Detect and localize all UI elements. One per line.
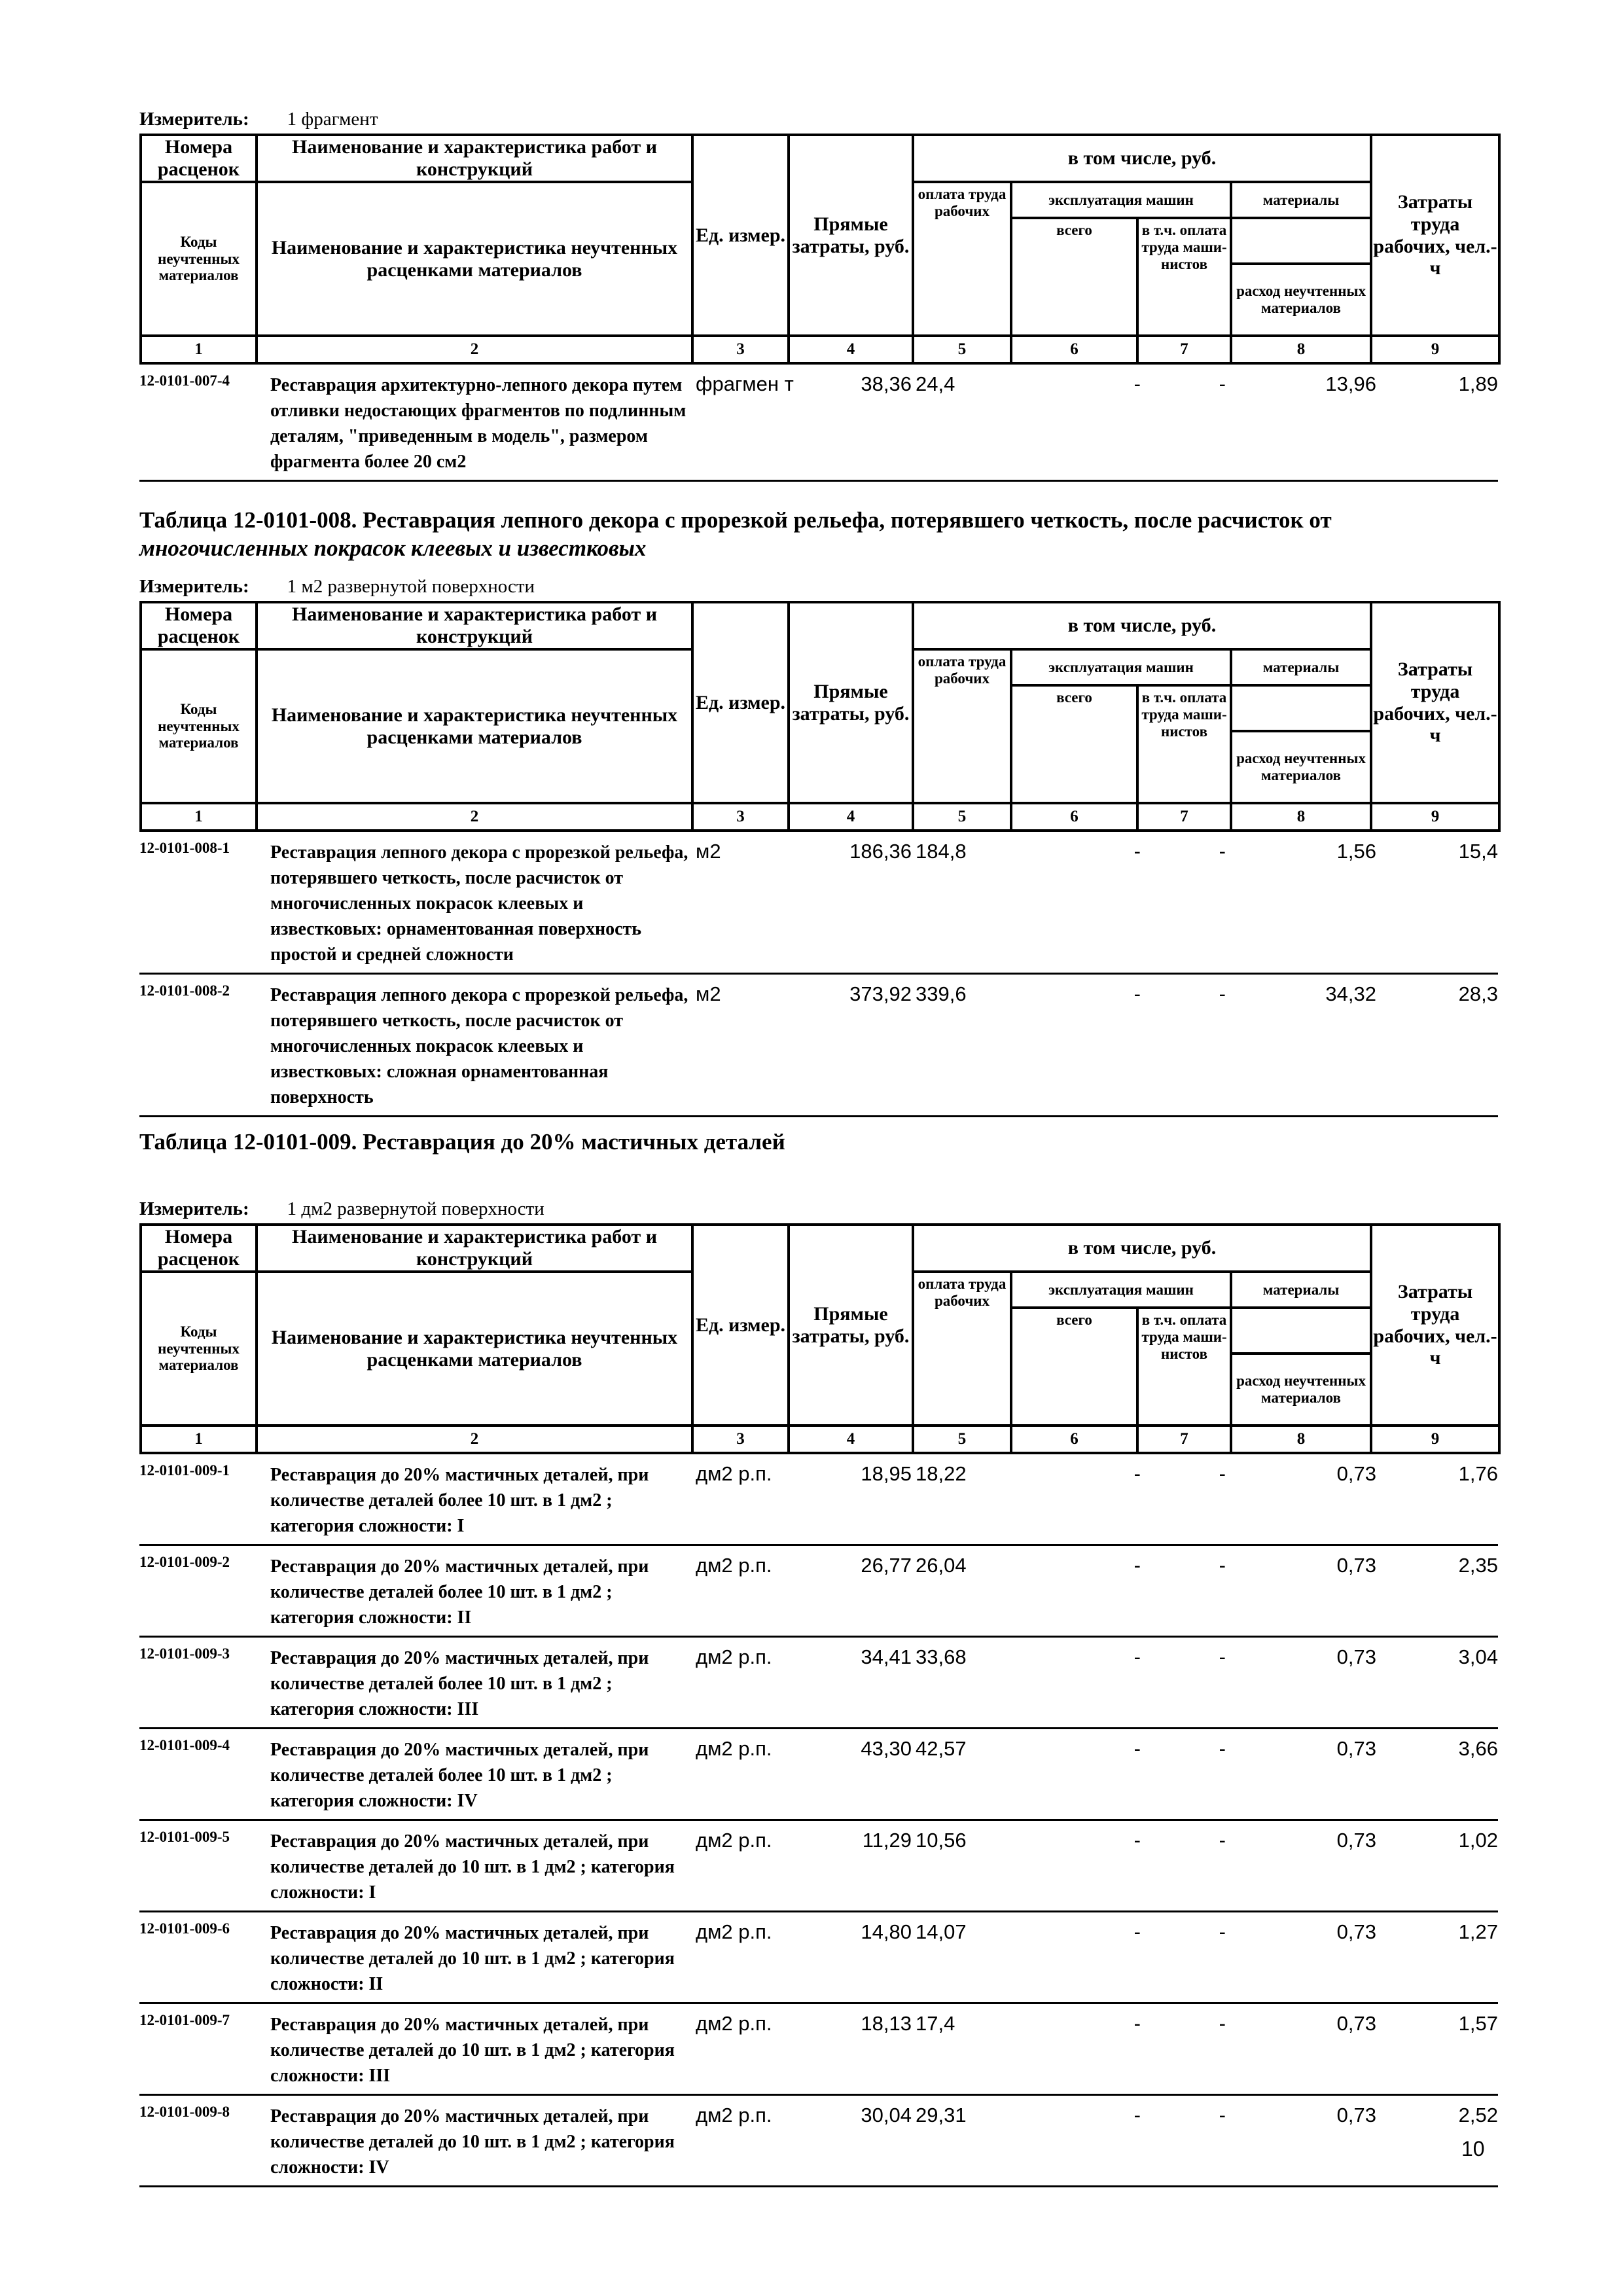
header-naimen: Наименование и характеристика работ и конструкций (257, 135, 692, 182)
header-materialy: материалы (1231, 649, 1371, 685)
column-number: 7 (1137, 336, 1231, 363)
machine-labor: - (1141, 365, 1226, 481)
labor-hours: 2,52 (1376, 2095, 1498, 2187)
unit: м2 (696, 832, 781, 974)
column-number: 1 (141, 803, 257, 831)
header-nomera: Номера расценок (141, 1225, 257, 1272)
column-number: 3 (692, 336, 789, 363)
machine-total: - (1016, 1637, 1141, 1729)
header-naimen: Наименование и характеристика работ и конструкций (257, 1225, 692, 1272)
block-12-0101-007 (139, 105, 1498, 482)
direct-costs: 18,95 (781, 1454, 912, 1545)
header-pryamye: Прямые затраты, руб. (789, 602, 913, 803)
izmeritel-line (139, 572, 1498, 601)
header-zatraty: Затраты труда рабочих, чел.-ч (1371, 135, 1499, 336)
direct-costs: 38,36 (781, 365, 912, 481)
izmeritel-label: Измеритель: (139, 576, 249, 597)
column-number: 8 (1231, 336, 1371, 363)
column-number: 2 (257, 336, 692, 363)
header-pryamye: Прямые затраты, руб. (789, 135, 913, 336)
header-ekspl: эксплуатация машин (1011, 182, 1231, 218)
machine-labor: - (1141, 974, 1226, 1117)
direct-costs: 18,13 (781, 2003, 912, 2095)
table-row (139, 365, 1498, 481)
machine-total: - (1016, 974, 1141, 1117)
column-number: 2 (257, 1426, 692, 1453)
header-vtch: в т.ч. оплата труда маши-нистов (1137, 1308, 1231, 1426)
work-name: Реставрация до 20% мастичных деталей, при количестве деталей более 10 шт. в 1 дм2 ; категория сложности: I (270, 1454, 696, 1545)
header-vtom: в том числе, руб. (913, 1225, 1371, 1272)
work-name: Реставрация до 20% мастичных деталей, при количестве деталей до 10 шт. в 1 дм2 ; категория сложности: III (270, 2003, 696, 2095)
machine-labor: - (1141, 1912, 1226, 2003)
header-vsego: всего (1011, 1308, 1137, 1426)
materials: 0,73 (1226, 2095, 1376, 2187)
machine-labor: - (1141, 1454, 1226, 1545)
header-nomera: Номера расценок (141, 135, 257, 182)
table-row (139, 1820, 1498, 1912)
header-ekspl: эксплуатация машин (1011, 1272, 1231, 1308)
rate-code: 12-0101-009-8 (139, 2095, 270, 2187)
rows-table (139, 1454, 1498, 2187)
machine-labor: - (1141, 1545, 1226, 1637)
unit: дм2 р.п. (696, 2095, 781, 2187)
header-naimen2: Наименование и характеристика неучтенных расценками материалов (257, 182, 692, 336)
table-header (139, 1223, 1498, 1454)
materials: 0,73 (1226, 1820, 1376, 1912)
table-row (139, 1545, 1498, 1637)
column-number: 9 (1371, 803, 1499, 831)
column-number: 9 (1371, 1426, 1499, 1453)
rate-code: 12-0101-009-5 (139, 1820, 270, 1912)
header-materialy: материалы (1231, 1272, 1371, 1308)
header-ed: Ед. измер. (692, 602, 789, 803)
header-naimen: Наименование и характеристика работ и конструкций (257, 602, 692, 649)
materials: 0,73 (1226, 1454, 1376, 1545)
header-naimen2: Наименование и характеристика неучтенных расценками материалов (257, 1272, 692, 1426)
column-number: 3 (692, 803, 789, 831)
header-vtom: в том числе, руб. (913, 135, 1371, 182)
header-vtch: в т.ч. оплата труда маши-нистов (1137, 685, 1231, 803)
table-row (139, 974, 1498, 1117)
table-body (139, 1454, 1498, 2187)
labor-pay: 14,07 (912, 1912, 1016, 2003)
labor-pay: 26,04 (912, 1545, 1016, 1637)
machine-total: - (1016, 1820, 1141, 1912)
table-title-008 (139, 506, 1514, 562)
work-name: Реставрация до 20% мастичных деталей, при количестве деталей до 10 шт. в 1 дм2 ; категория сложности: IV (270, 2095, 696, 2187)
column-number: 5 (913, 803, 1011, 831)
table-body (139, 832, 1498, 1117)
header-naimen2: Наименование и характеристика неучтенных расценками материалов (257, 649, 692, 803)
column-number: 1 (141, 336, 257, 363)
machine-total: - (1016, 2095, 1141, 2187)
header-vsego: всего (1011, 685, 1137, 803)
rate-code: 12-0101-009-7 (139, 2003, 270, 2095)
izmeritel-value: 1 м2 развернутой поверхности (287, 576, 535, 597)
header-rashod: расход неучтенных материалов (1231, 1354, 1371, 1426)
labor-pay: 17,4 (912, 2003, 1016, 2095)
direct-costs: 34,41 (781, 1637, 912, 1729)
labor-hours: 3,04 (1376, 1637, 1498, 1729)
izmeritel-line (139, 105, 1498, 134)
rate-code: 12-0101-008-2 (139, 974, 270, 1117)
column-number: 5 (913, 336, 1011, 363)
header-pryamye: Прямые затраты, руб. (789, 1225, 913, 1426)
header-nomera: Номера расценок (141, 602, 257, 649)
table-header (139, 134, 1498, 365)
materials: 0,73 (1226, 1637, 1376, 1729)
labor-hours: 1,57 (1376, 2003, 1498, 2095)
column-number: 6 (1011, 336, 1137, 363)
direct-costs: 26,77 (781, 1545, 912, 1637)
header-vsego: всего (1011, 218, 1137, 336)
header-ekspl: эксплуатация машин (1011, 649, 1231, 685)
block-12-0101-009 (139, 1194, 1498, 2187)
table-header (139, 601, 1498, 832)
labor-hours: 2,35 (1376, 1545, 1498, 1637)
work-name: Реставрация до 20% мастичных деталей, при количестве деталей более 10 шт. в 1 дм2 ; категория сложности: II (270, 1545, 696, 1637)
header-rashod: расход неучтенных материалов (1231, 731, 1371, 803)
labor-hours: 15,4 (1376, 832, 1498, 974)
table-row (139, 2095, 1498, 2187)
unit: м2 (696, 974, 781, 1117)
rate-code: 12-0101-009-2 (139, 1545, 270, 1637)
table-title-008-line2: многочисленных покрасок клеевых и известковых (139, 535, 647, 561)
rate-code: 12-0101-009-1 (139, 1454, 270, 1545)
header-ed: Ед. измер. (692, 1225, 789, 1426)
unit: дм2 р.п. (696, 1912, 781, 2003)
header-oplata: оплата труда рабочих (913, 1272, 1011, 1426)
header-zatraty: Затраты труда рабочих, чел.-ч (1371, 1225, 1499, 1426)
header-vtom: в том числе, руб. (913, 602, 1371, 649)
column-number: 6 (1011, 1426, 1137, 1453)
machine-labor: - (1141, 1820, 1226, 1912)
column-number: 3 (692, 1426, 789, 1453)
table-row (139, 1454, 1498, 1545)
table-row (139, 1637, 1498, 1729)
unit: дм2 р.п. (696, 1637, 781, 1729)
table-body (139, 365, 1498, 482)
header-ed: Ед. измер. (692, 135, 789, 336)
work-name: Реставрация до 20% мастичных деталей, при количестве деталей более 10 шт. в 1 дм2 ; категория сложности: III (270, 1637, 696, 1729)
direct-costs: 186,36 (781, 832, 912, 974)
materials: 0,73 (1226, 1729, 1376, 1820)
labor-hours: 1,76 (1376, 1454, 1498, 1545)
machine-total: - (1016, 2003, 1141, 2095)
unit: дм2 р.п. (696, 1545, 781, 1637)
unit: дм2 р.п. (696, 1820, 781, 1912)
machine-total: - (1016, 1729, 1141, 1820)
work-name: Реставрация до 20% мастичных деталей, при количестве деталей более 10 шт. в 1 дм2 ; категория сложности: IV (270, 1729, 696, 1820)
header-table (139, 601, 1501, 832)
izmeritel-label: Измеритель: (139, 109, 249, 130)
rows-table (139, 365, 1498, 482)
column-number: 8 (1231, 1426, 1371, 1453)
labor-hours: 1,02 (1376, 1820, 1498, 1912)
materials: 1,56 (1226, 832, 1376, 974)
rate-code: 12-0101-007-4 (139, 365, 270, 481)
header-oplata: оплата труда рабочих (913, 182, 1011, 336)
materials: 0,73 (1226, 1545, 1376, 1637)
header-materialy: материалы (1231, 182, 1371, 218)
table-row (139, 832, 1498, 974)
rate-code: 12-0101-009-3 (139, 1637, 270, 1729)
block-12-0101-008 (139, 572, 1498, 1117)
header-rashod: расход неучтенных материалов (1231, 264, 1371, 336)
header-vtch: в т.ч. оплата труда маши-нистов (1137, 218, 1231, 336)
column-number: 8 (1231, 803, 1371, 831)
labor-hours: 3,66 (1376, 1729, 1498, 1820)
machine-total: - (1016, 1454, 1141, 1545)
labor-pay: 18,22 (912, 1454, 1016, 1545)
work-name: Реставрация лепного декора с прорезкой рельефа, потерявшего четкость, после расчисток от многочисленных покрасок клеевых и известковых: сложная орнаментованная поверхность (270, 974, 696, 1117)
machine-labor: - (1141, 1729, 1226, 1820)
direct-costs: 373,92 (781, 974, 912, 1117)
labor-pay: 24,4 (912, 365, 1016, 481)
header-table (139, 1223, 1501, 1454)
machine-total: - (1016, 365, 1141, 481)
column-number: 9 (1371, 336, 1499, 363)
column-number: 5 (913, 1426, 1011, 1453)
table-row (139, 2003, 1498, 2095)
table-row (139, 1729, 1498, 1820)
work-name: Реставрация до 20% мастичных деталей, при количестве деталей до 10 шт. в 1 дм2 ; категория сложности: II (270, 1912, 696, 2003)
column-number: 4 (789, 803, 913, 831)
unit: дм2 р.п. (696, 1454, 781, 1545)
labor-hours: 1,27 (1376, 1912, 1498, 2003)
work-name: Реставрация архитектурно-лепного декора путем отливки недостающих фрагментов по подлинным деталям, "приведенным в модель", размером фрагмента более 20 см2 (270, 365, 696, 481)
materials: 0,73 (1226, 2003, 1376, 2095)
machine-labor: - (1141, 2095, 1226, 2187)
direct-costs: 30,04 (781, 2095, 912, 2187)
materials: 0,73 (1226, 1912, 1376, 2003)
column-number: 1 (141, 1426, 257, 1453)
column-number: 4 (789, 336, 913, 363)
machine-total: - (1016, 1912, 1141, 2003)
labor-pay: 29,31 (912, 2095, 1016, 2187)
work-name: Реставрация до 20% мастичных деталей, при количестве деталей до 10 шт. в 1 дм2 ; категория сложности: I (270, 1820, 696, 1912)
labor-pay: 42,57 (912, 1729, 1016, 1820)
table-title-009 (139, 1128, 1514, 1156)
labor-hours: 28,3 (1376, 974, 1498, 1117)
header-kody: Коды неучтенных материалов (141, 182, 257, 336)
header-table (139, 134, 1501, 365)
header-kody: Коды неучтенных материалов (141, 649, 257, 803)
unit: дм2 р.п. (696, 2003, 781, 2095)
header-oplata: оплата труда рабочих (913, 649, 1011, 803)
machine-labor: - (1141, 832, 1226, 974)
column-number: 7 (1137, 1426, 1231, 1453)
table-title-008-line1: Таблица 12-0101-008. Реставрация лепного декора с прорезкой рельефа, потерявшего четкость, после расчисток от (139, 507, 1332, 533)
machine-labor: - (1141, 1637, 1226, 1729)
direct-costs: 43,30 (781, 1729, 912, 1820)
column-number: 6 (1011, 803, 1137, 831)
labor-pay: 184,8 (912, 832, 1016, 974)
machine-total: - (1016, 1545, 1141, 1637)
column-number: 7 (1137, 803, 1231, 831)
table-row (139, 1912, 1498, 2003)
materials: 34,32 (1226, 974, 1376, 1117)
header-kody: Коды неучтенных материалов (141, 1272, 257, 1426)
machine-total: - (1016, 832, 1141, 974)
header-zatraty: Затраты труда рабочих, чел.-ч (1371, 602, 1499, 803)
page-number: 10 (1461, 2137, 1485, 2161)
column-number: 2 (257, 803, 692, 831)
unit: фрагмен т (696, 365, 781, 481)
izmeritel-value: 1 дм2 развернутой поверхности (287, 1198, 544, 1219)
direct-costs: 11,29 (781, 1820, 912, 1912)
labor-pay: 33,68 (912, 1637, 1016, 1729)
unit: дм2 р.п. (696, 1729, 781, 1820)
rate-code: 12-0101-009-6 (139, 1912, 270, 2003)
izmeritel-label: Измеритель: (139, 1198, 249, 1219)
labor-hours: 1,89 (1376, 365, 1498, 481)
rate-code: 12-0101-008-1 (139, 832, 270, 974)
work-name: Реставрация лепного декора с прорезкой рельефа, потерявшего четкость, после расчисток от многочисленных покрасок клеевых и известковых: орнаментованная поверхность простой и средней сложности (270, 832, 696, 974)
materials: 13,96 (1226, 365, 1376, 481)
izmeritel-value: 1 фрагмент (287, 109, 378, 130)
direct-costs: 14,80 (781, 1912, 912, 2003)
rows-table (139, 832, 1498, 1117)
column-number: 4 (789, 1426, 913, 1453)
labor-pay: 10,56 (912, 1820, 1016, 1912)
machine-labor: - (1141, 2003, 1226, 2095)
labor-pay: 339,6 (912, 974, 1016, 1117)
izmeritel-line (139, 1194, 1498, 1223)
rate-code: 12-0101-009-4 (139, 1729, 270, 1820)
table-title-009-line1: Таблица 12-0101-009. Реставрация до 20% мастичных деталей (139, 1129, 785, 1155)
